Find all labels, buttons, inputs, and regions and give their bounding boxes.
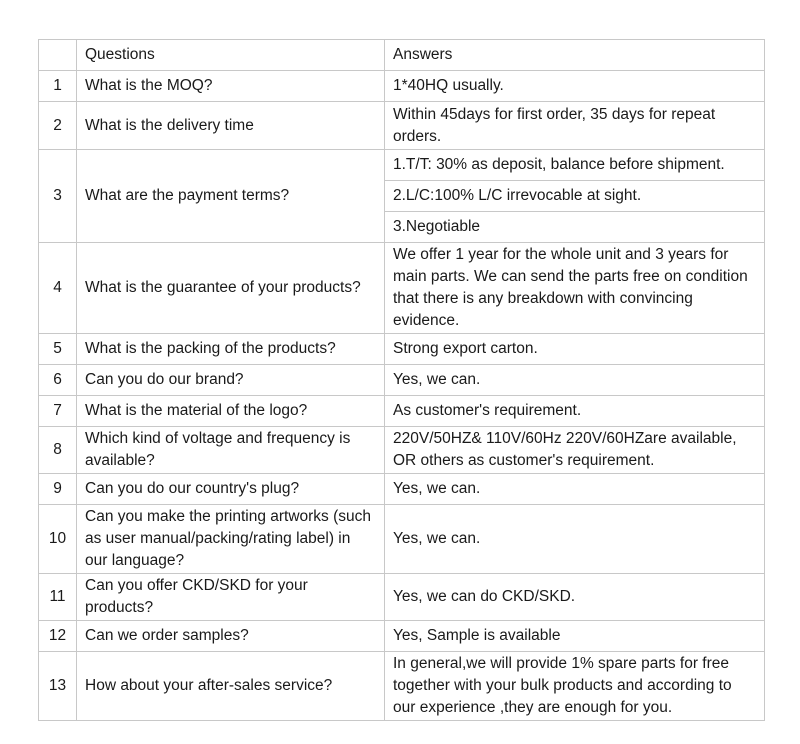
faq-table (38, 39, 765, 721)
table-row (39, 71, 765, 102)
table-row (39, 474, 765, 505)
question-cell: Can you do our brand? (77, 365, 385, 396)
header-number (39, 40, 77, 71)
row-number: 5 (39, 334, 77, 365)
answer-cell: Yes, we can. (385, 365, 765, 396)
table-row (39, 365, 765, 396)
answer-cell: Strong export carton. (385, 334, 765, 365)
answer-cell: As customer's requirement. (385, 396, 765, 427)
question-cell: What is the packing of the products? (77, 334, 385, 365)
row-number: 13 (39, 652, 77, 721)
question-cell: Can you make the printing artworks (such as user manual/packing/rating label) in our language? (77, 505, 385, 574)
question-cell: How about your after-sales service? (77, 652, 385, 721)
table-row (39, 652, 765, 721)
header-answers: Answers (385, 40, 765, 71)
table-row (39, 427, 765, 474)
row-number: 4 (39, 243, 77, 334)
header-questions: Questions (77, 40, 385, 71)
table-row (39, 150, 765, 181)
table-row (39, 505, 765, 574)
answer-cell: Yes, Sample is available (385, 621, 765, 652)
question-cell: Can we order samples? (77, 621, 385, 652)
row-number: 1 (39, 71, 77, 102)
answer-cell: 220V/50HZ& 110V/60Hz 220V/60HZare available, OR others as customer's requirement. (385, 427, 765, 474)
table-row (39, 621, 765, 652)
row-number: 10 (39, 505, 77, 574)
answer-cell: Yes, we can do CKD/SKD. (385, 574, 765, 621)
row-number: 12 (39, 621, 77, 652)
row-number: 11 (39, 574, 77, 621)
table-row (39, 574, 765, 621)
answer-cell: 3.Negotiable (385, 212, 765, 243)
answer-cell: 2.L/C:100% L/C irrevocable at sight. (385, 181, 765, 212)
question-cell: Can you offer CKD/SKD for your products? (77, 574, 385, 621)
answer-cell: Yes, we can. (385, 505, 765, 574)
table-row (39, 334, 765, 365)
question-cell: What is the material of the logo? (77, 396, 385, 427)
table-header-row (39, 40, 765, 71)
question-cell: What is the delivery time (77, 102, 385, 150)
question-cell: Which kind of voltage and frequency is available? (77, 427, 385, 474)
table-row (39, 102, 765, 150)
question-cell: What are the payment terms? (77, 150, 385, 243)
row-number: 6 (39, 365, 77, 396)
answer-cell: In general,we will provide 1% spare parts for free together with your bulk products and according to our experience ,they are enough for you. (385, 652, 765, 721)
answer-cell: 1.T/T: 30% as deposit, balance before shipment. (385, 150, 765, 181)
answer-cell: Within 45days for first order, 35 days for repeat orders. (385, 102, 765, 150)
question-cell: Can you do our country's plug? (77, 474, 385, 505)
row-number: 7 (39, 396, 77, 427)
row-number: 9 (39, 474, 77, 505)
row-number: 2 (39, 102, 77, 150)
answer-cell: Yes, we can. (385, 474, 765, 505)
question-cell: What is the MOQ? (77, 71, 385, 102)
row-number: 8 (39, 427, 77, 474)
answer-cell: 1*40HQ usually. (385, 71, 765, 102)
question-cell: What is the guarantee of your products? (77, 243, 385, 334)
answer-cell: We offer 1 year for the whole unit and 3 years for main parts. We can send the parts free on condition that there is any breakdown with convincing evidence. (385, 243, 765, 334)
table-row (39, 243, 765, 334)
row-number: 3 (39, 150, 77, 243)
table-row (39, 396, 765, 427)
